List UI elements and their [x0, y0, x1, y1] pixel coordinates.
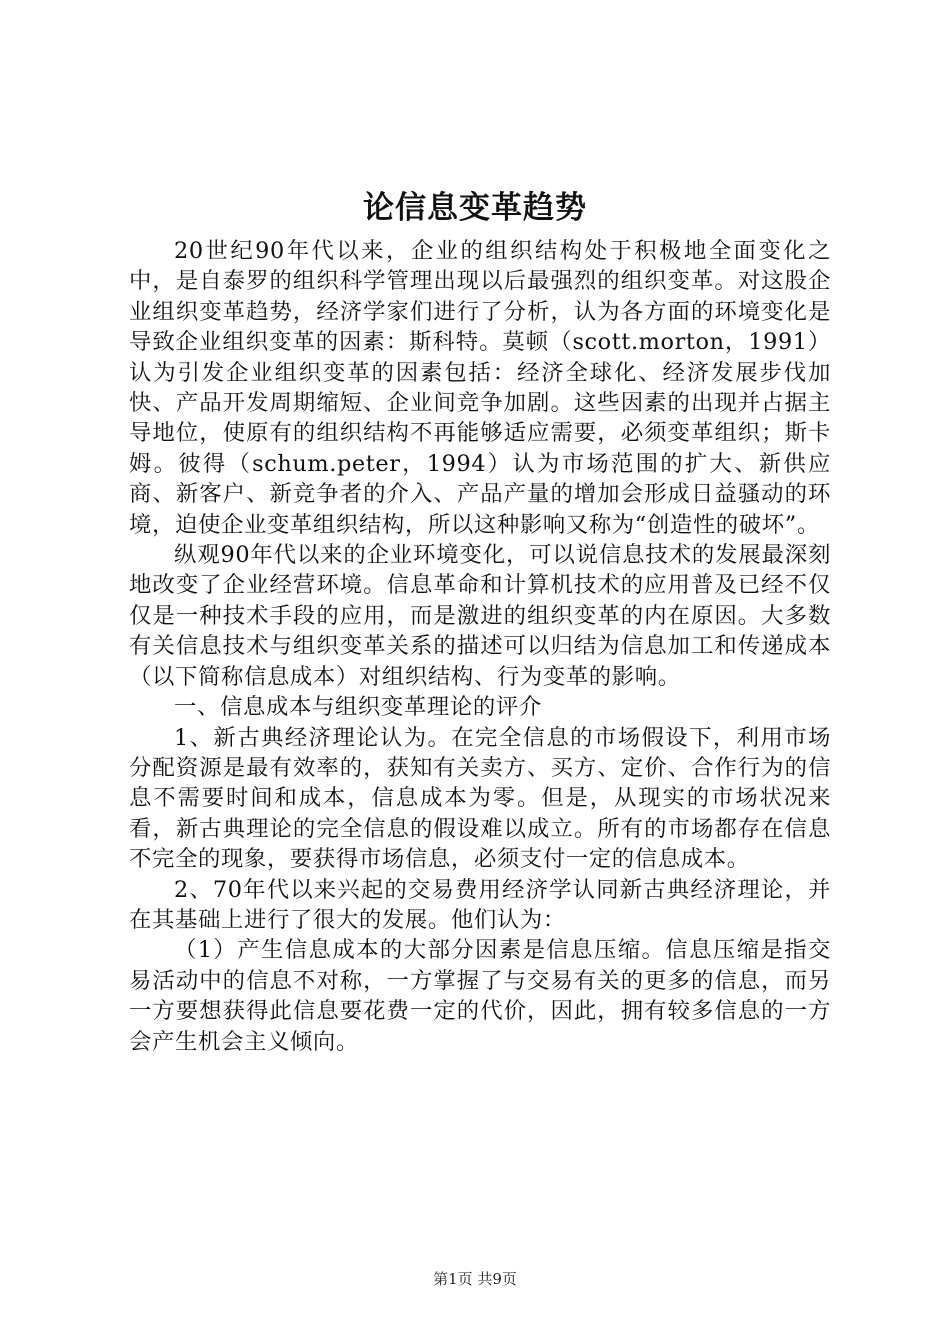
- section-heading: 一、信息成本与组织变革理论的评介: [174, 694, 542, 721]
- document-body: [129, 236, 831, 1057]
- paragraph: 2、70年代以来兴起的交易费用经济学认同新古典经济理论，并在其基础上进行了很大的发展。他们认为：: [129, 876, 831, 933]
- paragraph: 20世纪90年代以来，企业的组织结构处于积极地全面变化之中，是自泰罗的组织科学管理出现以后最强烈的组织变革。对这股企业组织变革趋势，经济学家们进行了分析，认为各方面的环境变化是导致企业组织变革的因素：斯科特。莫顿（scott.morton，1991）认为引发企业组织变革的因素包括：经济全球化、经济发展步伐加快、产品开发周期缩短、企业间竞争加剧。这些因素的出现并占据主导地位，使原有的组织结构不再能够适应需要，必须变革组织；斯卡姆。彼得（schum.peter，1994）认为市场范围的扩大、新供应商、新客户、新竞争者的介入、产品产量的增加会形成日益骚动的环境，迫使企业变革组织结构，所以这种影响又称为“创造性的破坏”。: [129, 238, 831, 538]
- page-footer: 第1页 共9页: [433, 1270, 517, 1288]
- paragraph: （1）产生信息成本的大部分因素是信息压缩。信息压缩是指交易活动中的信息不对称，一方掌握了与交易有关的更多的信息，而另一方要想获得此信息要花费一定的代价，因此，拥有较多信息的一方会产生机会主义倾向。: [129, 937, 831, 1055]
- paragraph: 纵观90年代以来的企业环境变化，可以说信息技术的发展最深刻地改变了企业经营环境。信息革命和计算机技术的应用普及已经不仅仅是一种技术手段的应用，而是激进的组织变革的内在原因。大多数有关信息技术与组织变革关系的描述可以归结为信息加工和传递成本（以下简称信息成本）对组织结构、行为变革的影响。: [129, 542, 831, 690]
- document-title: 论信息变革趋势: [363, 190, 587, 226]
- paragraph: 1、新古典经济理论认为。在完全信息的市场假设下，利用市场分配资源是最有效率的，获知有关卖方、买方、定价、合作行为的信息不需要时间和成本，信息成本为零。但是，从现实的市场状况来看，新古典理论的完全信息的假设难以成立。所有的市场都存在信息不完全的现象，要获得市场信息，必须支付一定的信息成本。: [129, 724, 831, 873]
